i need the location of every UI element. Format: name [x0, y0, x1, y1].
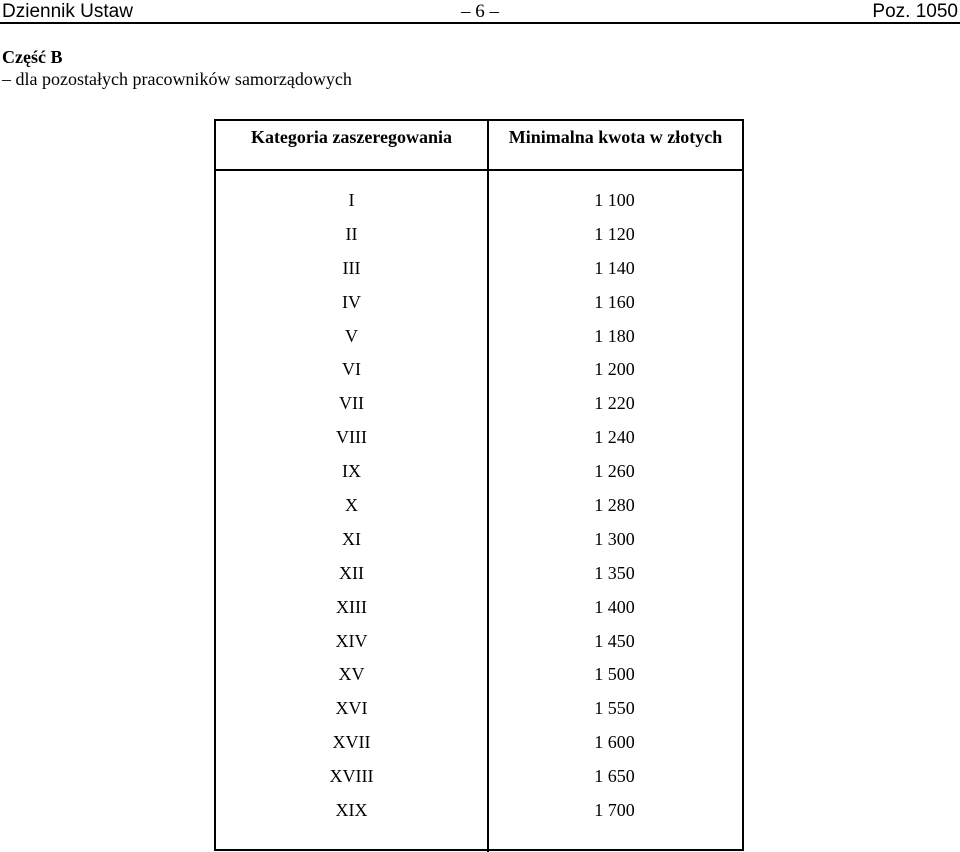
amount-cell: 1 180 [594, 325, 635, 346]
amount-cell: 1 500 [594, 664, 635, 685]
publication-title: Dziennik Ustaw [2, 1, 133, 22]
amount-cell: 1 100 [594, 189, 635, 210]
amount-cell: 1 220 [594, 393, 635, 414]
table-row [216, 217, 742, 251]
section-subtitle: – dla pozostałych pracowników samorządowych [2, 69, 352, 89]
table-header-divider [214, 169, 744, 171]
amount-cell: 1 600 [594, 732, 635, 753]
amount-cell: 1 280 [594, 494, 635, 515]
category-cell: X [345, 494, 358, 515]
amount-cell: 1 120 [594, 223, 635, 244]
category-cell: VII [339, 393, 364, 414]
table-row [216, 590, 742, 624]
category-cell: VIII [336, 427, 367, 448]
category-cell: III [342, 257, 361, 278]
amount-cell: 1 450 [594, 630, 635, 651]
category-cell: XV [338, 664, 365, 685]
category-cell: XI [342, 528, 361, 549]
category-cell: V [345, 325, 358, 346]
table-row [216, 556, 742, 590]
category-cell: XII [339, 562, 364, 583]
table-row [216, 624, 742, 658]
table-row [216, 657, 742, 691]
table-row [216, 319, 742, 353]
category-cell: IV [342, 291, 361, 312]
table-row [216, 420, 742, 454]
category-cell: XIV [335, 630, 368, 651]
section-title: Część B [2, 47, 63, 67]
table-body [216, 183, 742, 827]
amount-cell: 1 260 [594, 461, 635, 482]
table-row [216, 691, 742, 725]
category-cell: I [348, 189, 355, 210]
amount-cell: 1 650 [594, 766, 635, 787]
category-cell: XVI [335, 698, 368, 719]
table-row [216, 386, 742, 420]
table-row [216, 183, 742, 217]
position-number: Poz. 1050 [872, 1, 958, 22]
amount-cell: 1 300 [594, 528, 635, 549]
column-header-category: Kategoria zaszeregowania [250, 127, 453, 147]
amount-cell: 1 550 [594, 698, 635, 719]
table-row [216, 759, 742, 793]
amount-cell: 1 400 [594, 596, 635, 617]
table-row [216, 522, 742, 556]
table-row [216, 725, 742, 759]
amount-cell: 1 200 [594, 359, 635, 380]
table-row [216, 251, 742, 285]
category-cell: XVIII [329, 766, 374, 787]
amount-cell: 1 240 [594, 427, 635, 448]
amount-cell: 1 700 [594, 799, 635, 820]
table-row [216, 352, 742, 386]
table-row [216, 793, 742, 827]
column-header-amount: Minimalna kwota w złotych [508, 127, 723, 147]
category-cell: VI [342, 359, 361, 380]
category-cell: XIX [335, 799, 368, 820]
category-cell: XVII [332, 732, 371, 753]
table-row [216, 488, 742, 522]
amount-cell: 1 160 [594, 291, 635, 312]
amount-cell: 1 350 [594, 562, 635, 583]
header-divider [0, 22, 960, 24]
page-number: – 6 – [461, 1, 499, 22]
table-row [216, 454, 742, 488]
category-cell: II [345, 223, 358, 244]
table-row [216, 285, 742, 319]
category-cell: XIII [336, 596, 367, 617]
category-cell: IX [342, 461, 361, 482]
amount-cell: 1 140 [594, 257, 635, 278]
